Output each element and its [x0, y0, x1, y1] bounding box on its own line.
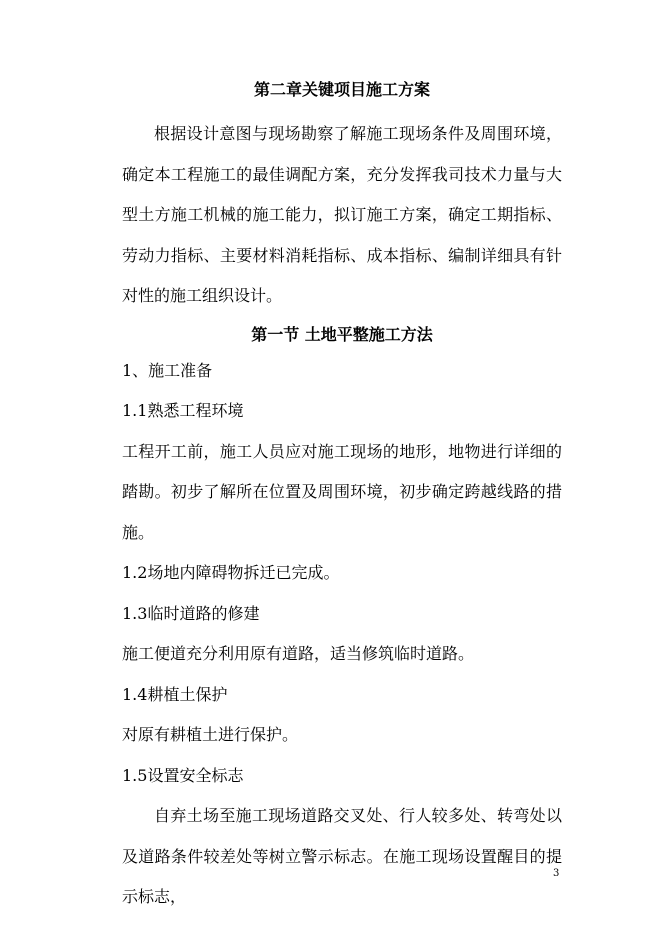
chapter-title: 第二章关键项目施工方案 [253, 80, 430, 99]
item-paragraph-safety-signs: 自弃土场至施工现场道路交叉处、行人较多处、转弯处以及道路条件较差处等树立警示标志。在施工现场设置醒目的提示标志， [122, 806, 562, 906]
item-heading-construction-prep: 1、施工准备 [122, 360, 213, 380]
page-content [122, 78, 562, 918]
item-paragraph-topsoil: 对原有耕植土进行保护。 [122, 725, 299, 744]
item-subheading-topsoil: 1.4耕植土保护 [122, 684, 228, 704]
section-title: 第一节 土地平整施工方法 [251, 324, 433, 344]
page-number: 3 [553, 868, 560, 879]
intro-paragraph: 根据设计意图与现场勘察了解施工现场条件及周围环境，确定本工程施工的最佳调配方案，充分发挥我司技术力量与大型土方施工机械的施工能力，拟订施工方案，确定工期指标、劳动力指标、主要材料消耗指标、成本指标、编制详细具有针对性的施工组织设计。 [122, 124, 562, 305]
item-subheading-obstacles: 1.2场地内障碍物拆迁已完成。 [122, 563, 340, 582]
item-subheading-environment: 1.1熟悉工程环境 [122, 401, 244, 420]
item-paragraph-environment: 工程开工前，施工人员应对施工现场的地形，地物进行详细的踏勘。初步了解所在位置及周围环境，初步确定跨越线路的措施。 [122, 441, 562, 542]
item-paragraph-temporary-road: 施工便道充分利用原有道路，适当修筑临时道路。 [122, 644, 475, 663]
item-subheading-safety-signs: 1.5设置安全标志 [122, 765, 244, 785]
item-subheading-temporary-road: 1.3临时道路的修建 [122, 603, 260, 623]
